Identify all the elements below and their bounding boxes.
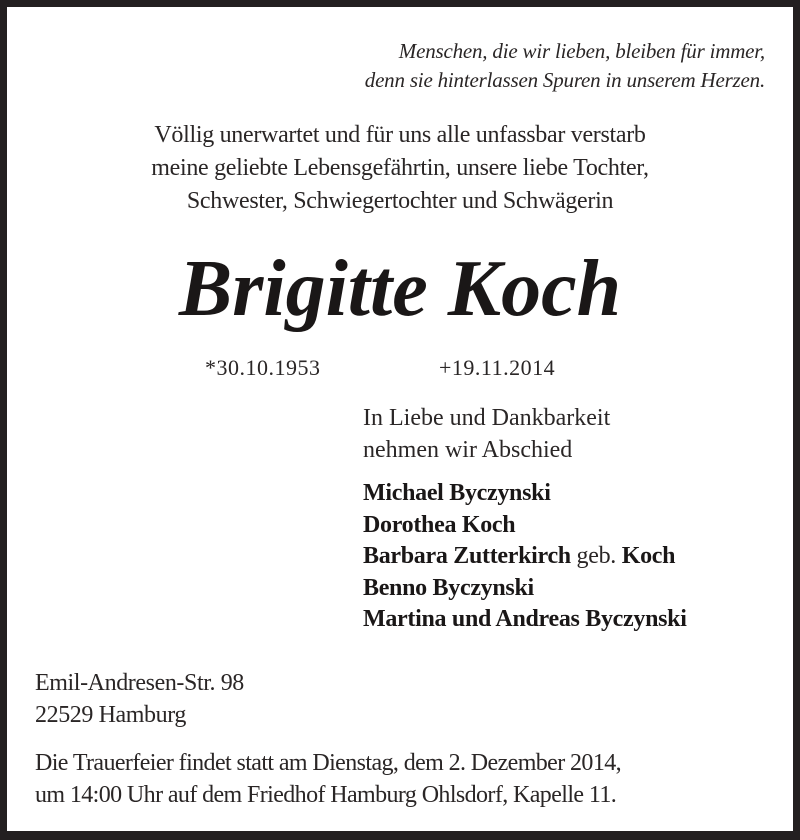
death-date: +19.11.2014 bbox=[439, 355, 556, 380]
farewell-text bbox=[363, 402, 610, 466]
address-street: Emil-Andresen-Str. 98 bbox=[35, 670, 244, 696]
mourner: Benno Byczynski bbox=[363, 574, 534, 601]
farewell-line: In Liebe und Dankbarkeit bbox=[363, 405, 611, 431]
mourner: Michael Byczynski bbox=[363, 480, 551, 506]
birth-date: *30.10.1953 bbox=[205, 355, 321, 380]
mourners-list bbox=[363, 478, 687, 636]
mourner-name: Barbara Zutterkirch bbox=[363, 543, 571, 569]
service-line: Die Trauerfeier findet statt am Dienstag, dem 2. Dezember 2014, bbox=[35, 750, 622, 776]
intro-line: Völlig unerwartet und für uns alle unfassbar verstarb bbox=[154, 122, 646, 148]
address-city: 22529 Hamburg bbox=[35, 702, 187, 728]
maiden-name: Koch bbox=[621, 543, 676, 569]
motto-line: Menschen, die wir lieben, bleiben für immer, bbox=[398, 39, 765, 63]
deceased-name: Brigitte Koch bbox=[178, 245, 622, 333]
farewell-line: nehmen wir Abschied bbox=[363, 437, 573, 463]
mourner: Martina und Andreas Byczynski bbox=[363, 606, 687, 632]
intro-text bbox=[7, 119, 793, 218]
address bbox=[35, 667, 244, 731]
mourner bbox=[363, 541, 687, 573]
funeral-service-info bbox=[35, 747, 775, 811]
service-line: um 14:00 Uhr auf dem Friedhof Hamburg Ohlsdorf, Kapelle 11. bbox=[35, 782, 617, 808]
motto-quote bbox=[365, 37, 765, 95]
motto-line: denn sie hinterlassen Spuren in unserem Herzen. bbox=[364, 68, 765, 92]
mourner: Dorothea Koch bbox=[363, 511, 516, 538]
intro-line: meine geliebte Lebensgefährtin, unsere liebe Tochter, bbox=[151, 155, 649, 181]
intro-line: Schwester, Schwiegertochter und Schwägerin bbox=[186, 188, 614, 214]
maiden-label: geb. bbox=[576, 543, 616, 569]
obituary-card bbox=[7, 7, 793, 831]
